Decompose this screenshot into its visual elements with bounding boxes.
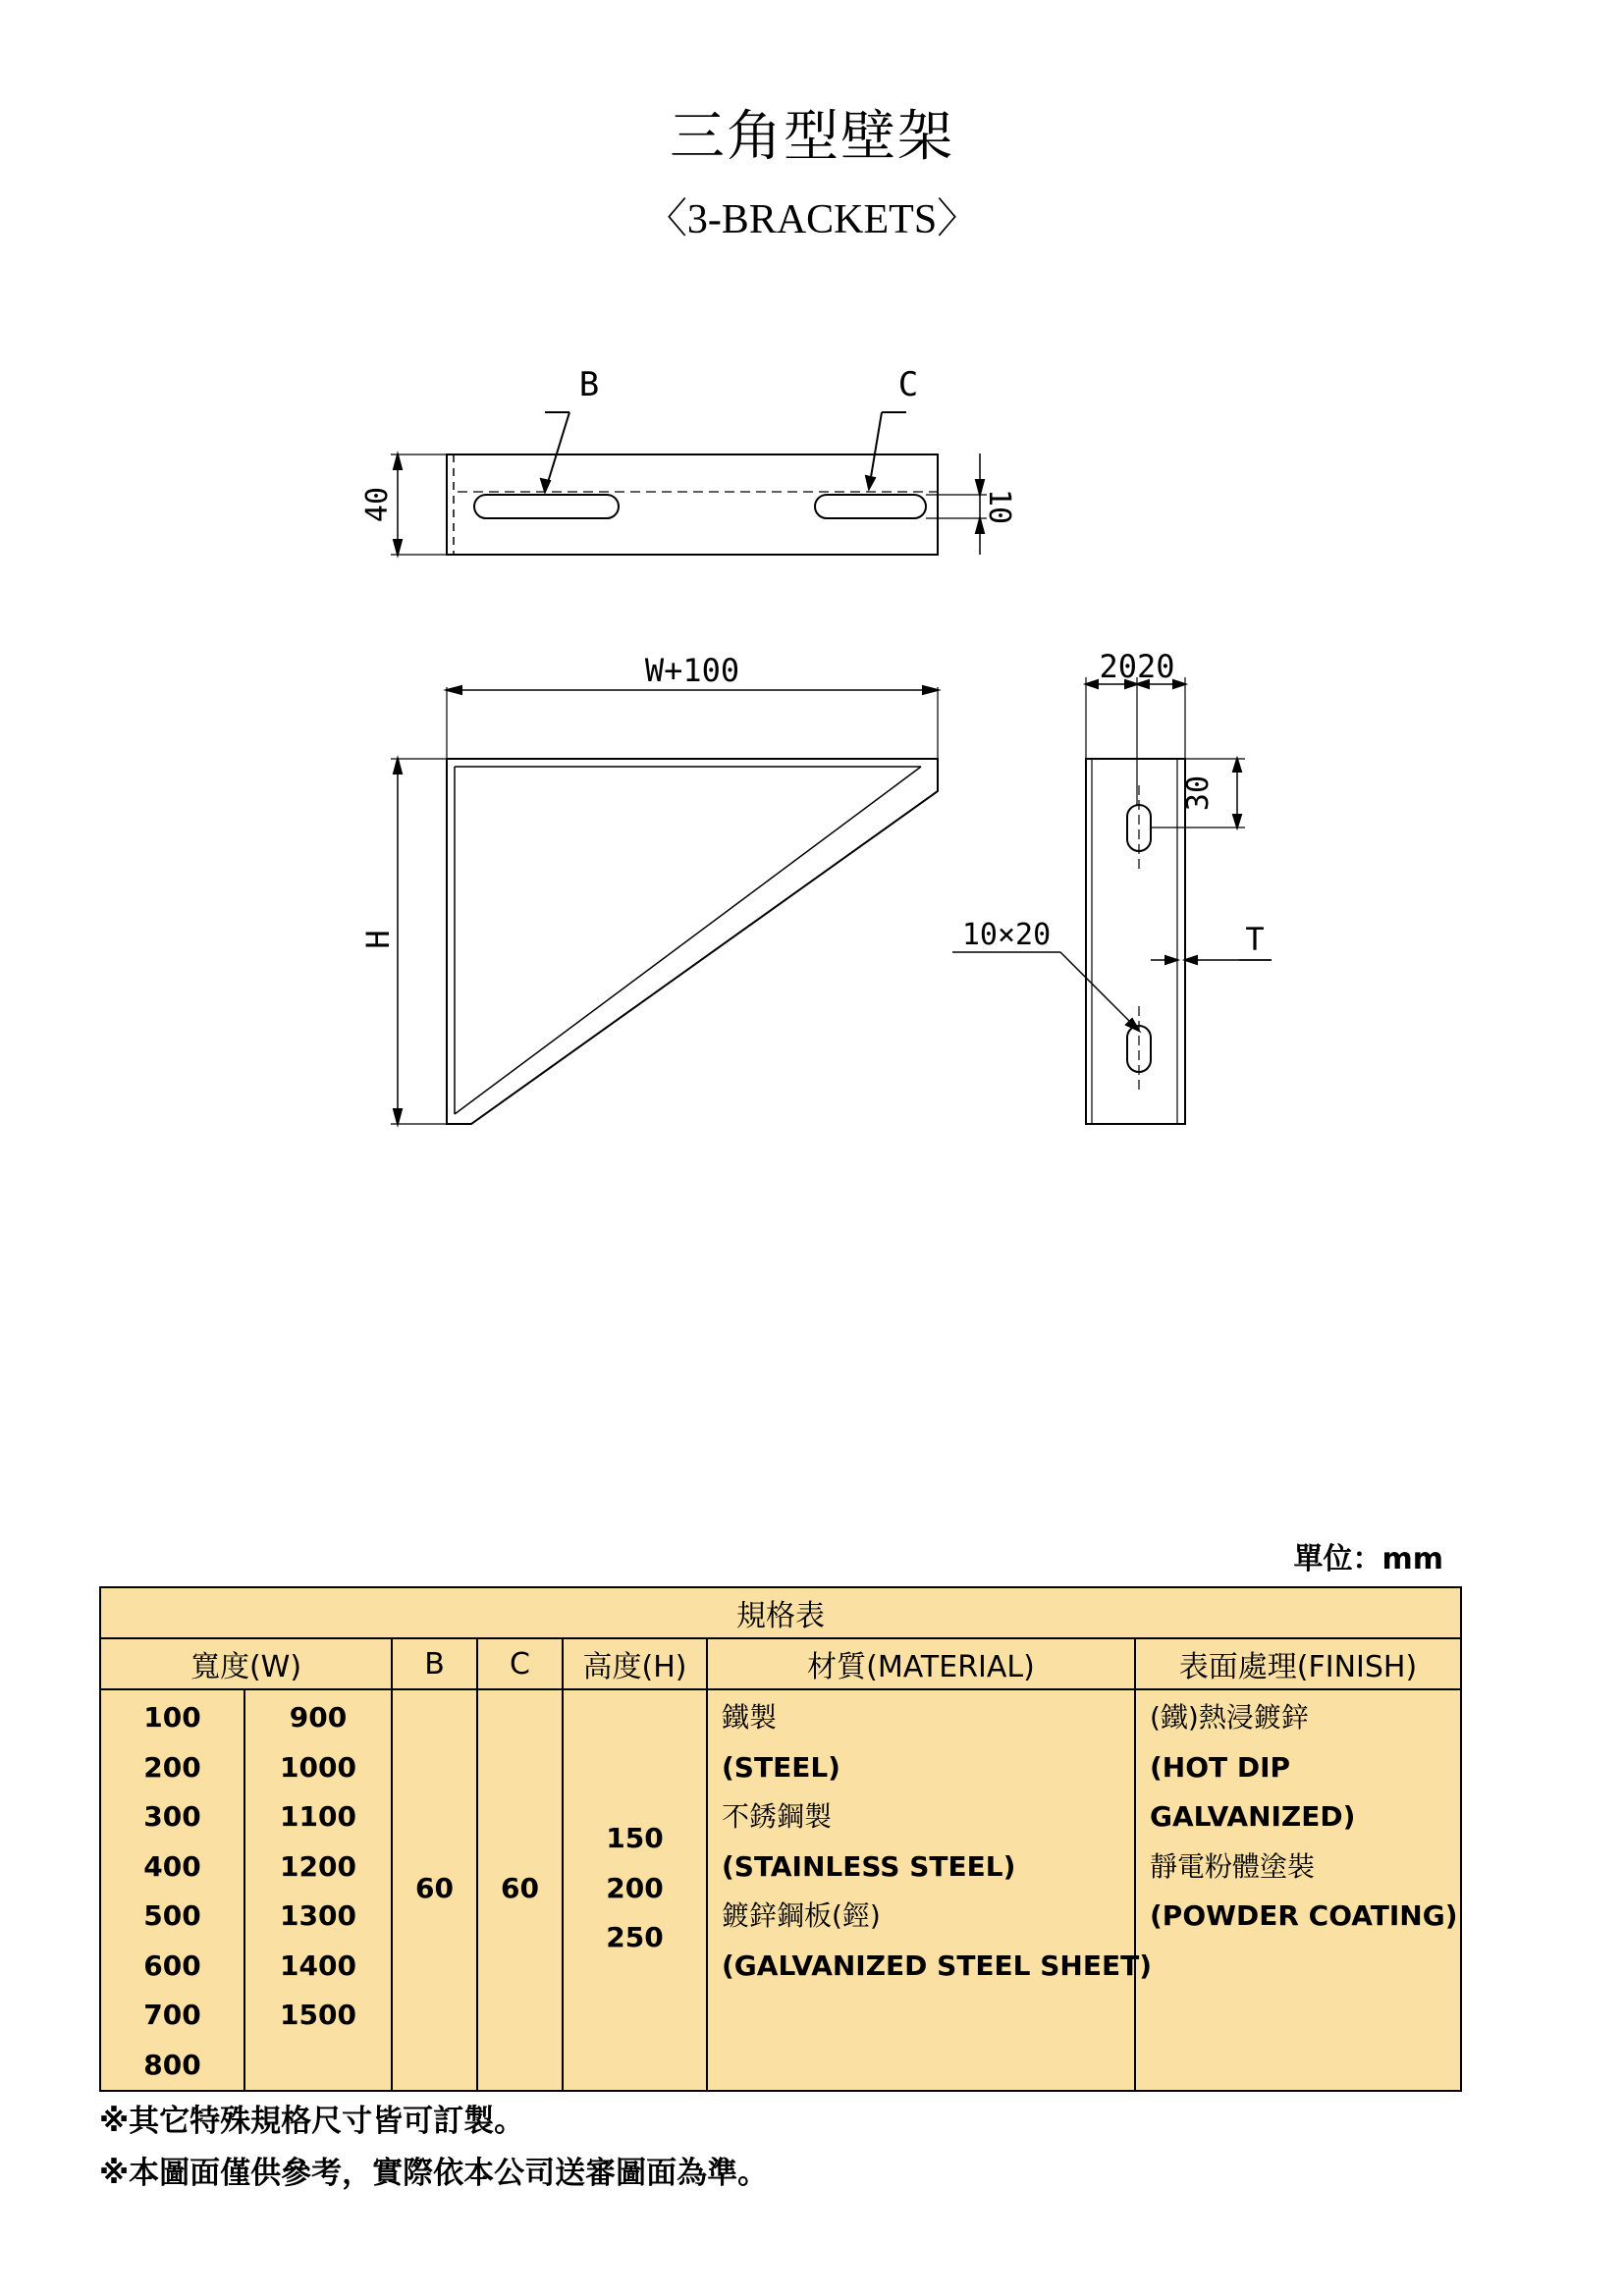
header-b: B [392,1638,477,1689]
dim-slot-label: 10×20 [961,918,1052,952]
dim-40-label: 40 [360,486,395,523]
width-value: 400 [143,1849,201,1883]
width-value: 800 [143,2048,201,2081]
note-custom-sizes: ※其它特殊規格尺寸皆可訂製。 [99,2104,525,2139]
dim-10-label: 10 [982,488,1016,525]
width-value: 1200 [280,1849,356,1883]
finish-line: GALVANIZED) [1150,1800,1356,1833]
c-cell [477,1689,563,2091]
b-value: 60 [415,1871,454,1904]
dim-t-label: T [1245,921,1265,958]
width-value: 500 [143,1899,201,1932]
end-slot-top [1127,805,1151,851]
finish-line: (鐵)熱浸鍍鋅 [1150,1701,1309,1734]
finish-cell [1135,1689,1461,2091]
height-cell [563,1689,707,2091]
width-col-1 [100,1689,244,2091]
width-value: 200 [143,1750,201,1784]
slot-c [815,495,926,518]
table-title: 規格表 [100,1587,1461,1638]
material-line: 鍍鋅鋼板(鋞) [722,1899,881,1932]
width-value: 300 [143,1800,201,1833]
b-cell [392,1689,477,2091]
width-col-2 [244,1689,392,2091]
unit-label: 單位：mm [1293,1542,1443,1576]
c-value: 60 [501,1871,539,1904]
end-plate-outline [1086,759,1185,1124]
top-plate-outline [447,454,938,555]
height-value: 250 [606,1921,664,1954]
width-value: 700 [143,1999,201,2031]
end-view [952,677,1272,1124]
bracket-outline [447,759,938,1124]
label-b: B [578,365,600,404]
material-cell [707,1689,1153,2091]
page-title: 三角型壁架 [670,105,954,169]
width-value: 1300 [280,1899,356,1932]
dim-h-label: H [359,930,397,949]
width-value: 1500 [280,1999,356,2031]
slot-b [474,495,619,518]
material-line: 不銹鋼製 [722,1800,833,1833]
height-value: 200 [606,1871,664,1904]
top-view [391,412,987,555]
header-finish: 表面處理(FINISH) [1135,1638,1461,1689]
width-value: 1100 [280,1800,356,1833]
header-height: 高度(H) [563,1638,707,1689]
finish-line: (HOT DIP [1150,1750,1291,1784]
width-value: 1000 [280,1750,356,1784]
end-slot-bottom [1127,1026,1151,1072]
height-value: 150 [606,1822,664,1855]
width-value: 900 [289,1701,348,1734]
spec-table [99,1586,1462,2092]
width-value: 600 [143,1949,201,1982]
header-width: 寬度(W) [100,1638,392,1689]
finish-line: (POWDER COATING) [1150,1899,1458,1932]
note-reference-only: ※本圖面僅供參考，實際依本公司送審圖面為準。 [99,2156,769,2191]
material-line: (STEEL) [722,1750,840,1784]
width-value: 100 [143,1701,201,1734]
material-line: 鐵製 [722,1701,778,1734]
side-view [391,686,938,1124]
finish-line: 靜電粉體塗裝 [1150,1849,1316,1883]
material-line: (GALVANIZED STEEL SHEET) [722,1949,1153,1982]
material-line: (STAINLESS STEEL) [722,1849,1016,1883]
dim-30-label: 30 [1181,774,1216,812]
page-subtitle: 〈3-BRACKETS〉 [645,197,979,242]
dim-w-label: W+100 [644,652,740,689]
header-material: 材質(MATERIAL) [707,1638,1135,1689]
dim-2020-label: 2020 [1099,648,1175,685]
label-c: C [897,365,919,404]
width-value: 1400 [280,1949,356,1982]
header-c: C [477,1638,563,1689]
